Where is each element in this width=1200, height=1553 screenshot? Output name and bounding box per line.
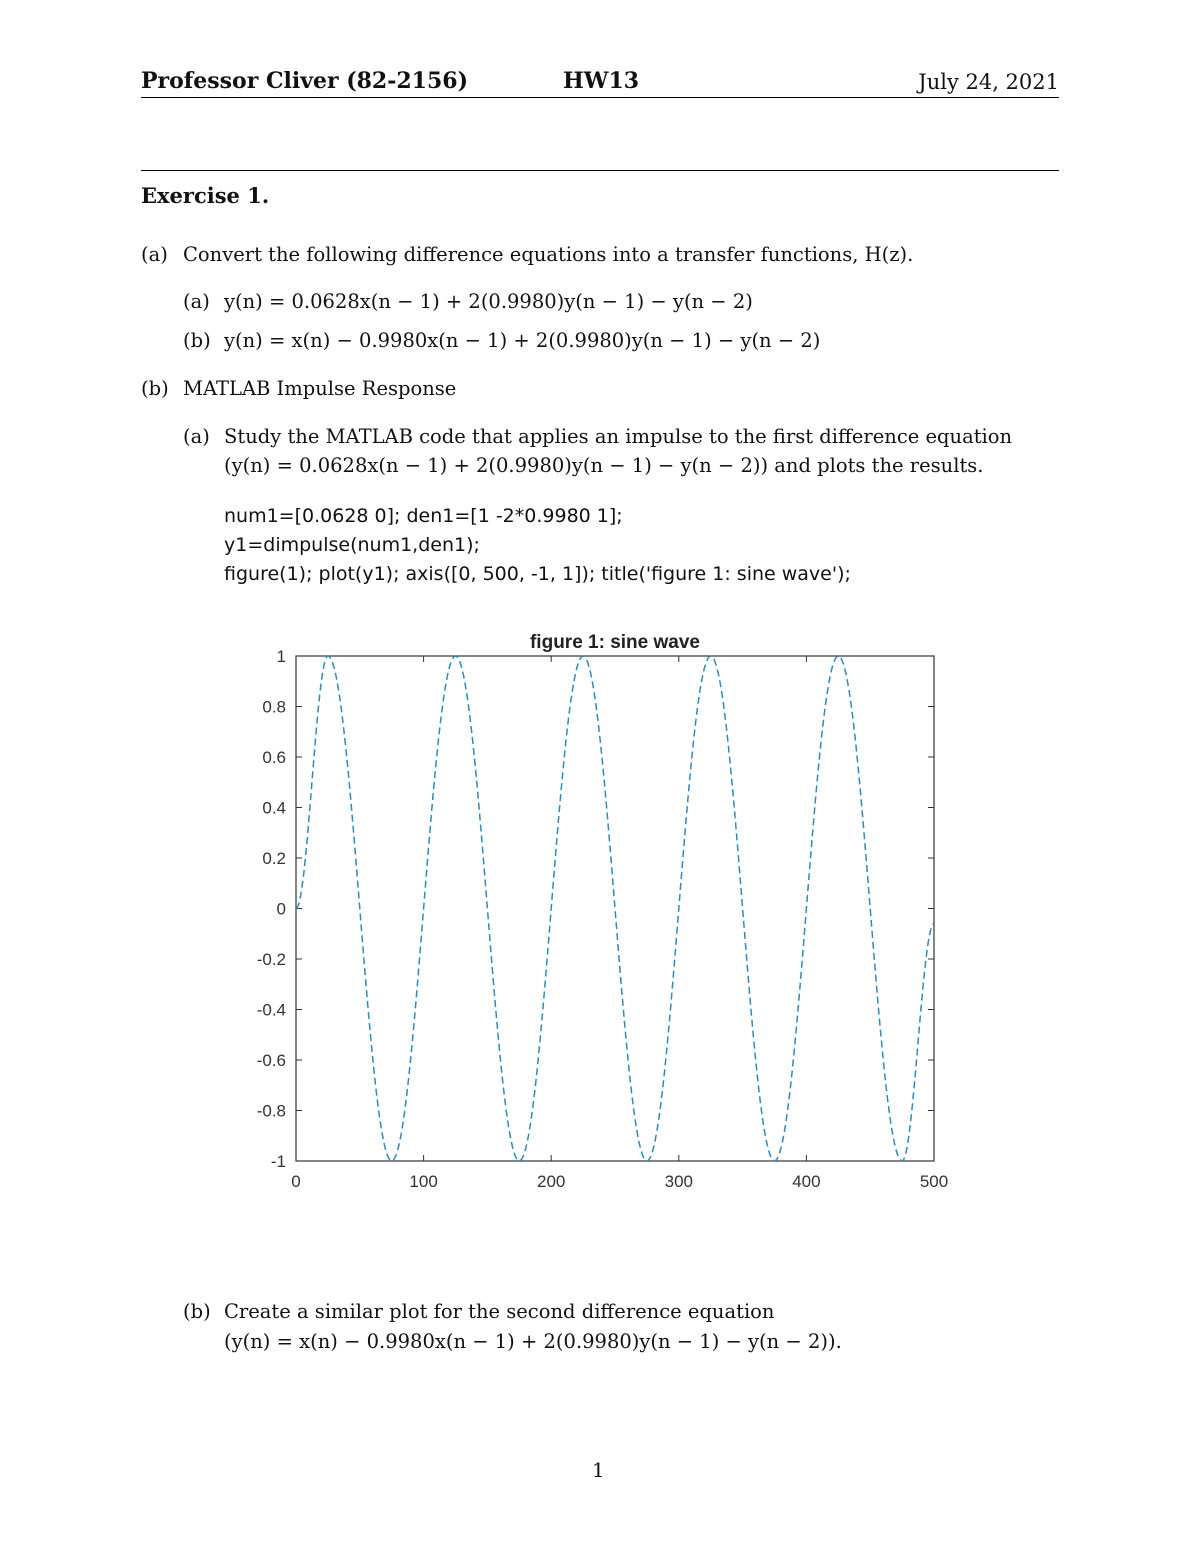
part-b-item-a-line2: (y(n) = 0.0628x(n − 1) + 2(0.9980)y(n − 1) − y(n − 2)) and plots the results. — [224, 454, 984, 477]
section-rule — [141, 170, 1059, 171]
equation-a-label: (a) — [183, 290, 210, 313]
y-tick-label: 0.2 — [262, 849, 286, 868]
page-number: 1 — [592, 1458, 605, 1482]
code-line-1: num1=[0.0628 0]; den1=[1 -2*0.9980 1]; — [224, 505, 623, 527]
header-author: Professor Cliver (82-2156) — [141, 68, 469, 94]
part-b-item-b-line1: Create a similar plot for the second difference equation — [224, 1300, 775, 1323]
y-tick-label: 0 — [276, 899, 286, 919]
y-tick-label: -0.2 — [256, 950, 286, 969]
equation-b-label: (b) — [183, 329, 211, 352]
code-line-3: figure(1); plot(y1); axis([0, 500, -1, 1]); title('figure 1: sine wave'); — [224, 563, 851, 585]
x-tick-label: 300 — [664, 1172, 693, 1191]
equation-b: y(n) = x(n) − 0.9980x(n − 1) + 2(0.9980)y(n − 1) − y(n − 2) — [224, 329, 821, 352]
header-rule — [141, 97, 1059, 98]
y-tick-label: 1 — [276, 647, 286, 666]
code-line-2: y1=dimpulse(num1,den1); — [224, 534, 480, 556]
y-tick-label: -1 — [270, 1152, 286, 1171]
part-a-text: Convert the following difference equations into a transfer functions, H(z). — [183, 243, 914, 266]
part-b-item-a-line1: Study the MATLAB code that applies an impulse to the first difference equation — [224, 425, 1013, 448]
part-b-label: (b) — [141, 377, 169, 400]
x-tick-label: 500 — [919, 1172, 949, 1191]
y-tick-label: 0.6 — [262, 748, 286, 767]
sine-series-line — [296, 656, 934, 1161]
x-tick-label: 200 — [537, 1172, 566, 1191]
y-tick-label: -0.4 — [256, 1000, 286, 1020]
header-assignment: HW13 — [563, 68, 640, 94]
x-tick-label: 100 — [409, 1172, 438, 1191]
chart-title: figure 1: sine wave — [529, 632, 701, 653]
y-tick-label: -0.6 — [256, 1051, 286, 1070]
y-tick-label: -0.8 — [256, 1101, 286, 1121]
y-tick-label: 0.4 — [262, 798, 286, 818]
equation-a: y(n) = 0.0628x(n − 1) + 2(0.9980)y(n − 1) − y(n − 2) — [224, 290, 753, 313]
x-tick-label: 0 — [291, 1172, 301, 1191]
part-b-item-b-line2: (y(n) = x(n) − 0.9980x(n − 1) + 2(0.9980)y(n − 1) − y(n − 2)). — [224, 1330, 842, 1353]
x-tick-label: 400 — [792, 1172, 821, 1191]
part-b-text: MATLAB Impulse Response — [183, 377, 457, 400]
part-a-label: (a) — [141, 243, 168, 266]
part-b-item-b-label: (b) — [183, 1300, 211, 1323]
header-date: July 24, 2021 — [918, 70, 1059, 94]
plot-frame — [296, 656, 934, 1161]
y-tick-label: 0.8 — [262, 697, 286, 717]
part-b-item-a-label: (a) — [183, 425, 210, 448]
exercise-title: Exercise 1. — [141, 183, 270, 208]
